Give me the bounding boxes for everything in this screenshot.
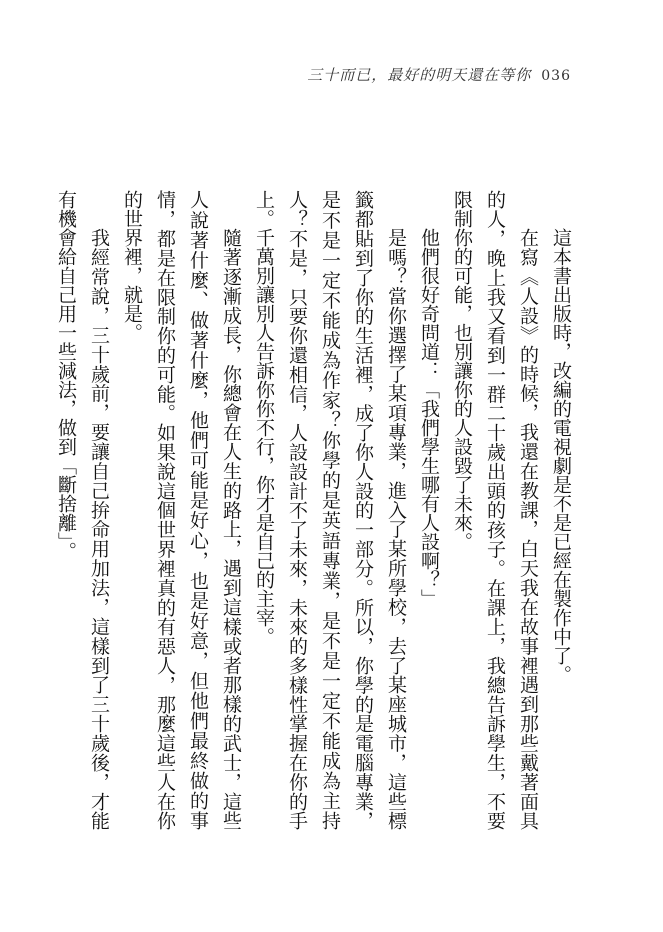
running-head-title: 三十而已，最好的明天還在等你 [307,66,532,84]
paragraph-1: 這本書出版時，改編的電視劇是不是已經在製作中了。 [550,228,572,684]
paragraph-2: 在寫《人設》的時候，我還在教課，白天我在故事裡遇到那些戴著面具的人，晚上我又看到一群二十歲出頭的孩子。在課上，我總告訴學生，不要限制你的可能，也別讓你的人設毀了未來。 [451,190,539,830]
page-number: 036 [541,68,571,84]
paragraph-6: 我經常說，三十歲前，要讓自己拚命用加法，這樣到了三十歲後，才能有機會給自己用一些減法，做到「斷捨離」。 [55,190,110,830]
paragraph-5: 隨著逐漸成長，你總會在人生的路上，遇到這樣或者那樣的武士，這些人說著什麼、做著什麼，他們可能是好心，也是好意，但他們最終做的事情，都是在限制你的可能。如果說這個世界裡真的有惡人，那麼這些人在你的世界裡，就是。 [121,190,242,830]
running-head [307,64,571,85]
body-text [49,190,577,830]
paragraph-3: 他們很好奇問道：「我們學生哪有人設啊？」 [418,228,440,608]
paragraph-4: 是嗎？當你選擇了某項專業，進入了某所學校，去了某座城市，這些標籤都貼到了你的生活裡，成了你人設的一部分。所以，你學的是電腦專業，是不是一定不能成為作家？你學的是英語專業，是不是一定不能成為主持人？不是，只要你還相信，人設設計不了未來，未來的多樣性掌握在你的手上。千萬別讓別人告訴你你不行，你才是自己的主宰。 [253,190,407,830]
